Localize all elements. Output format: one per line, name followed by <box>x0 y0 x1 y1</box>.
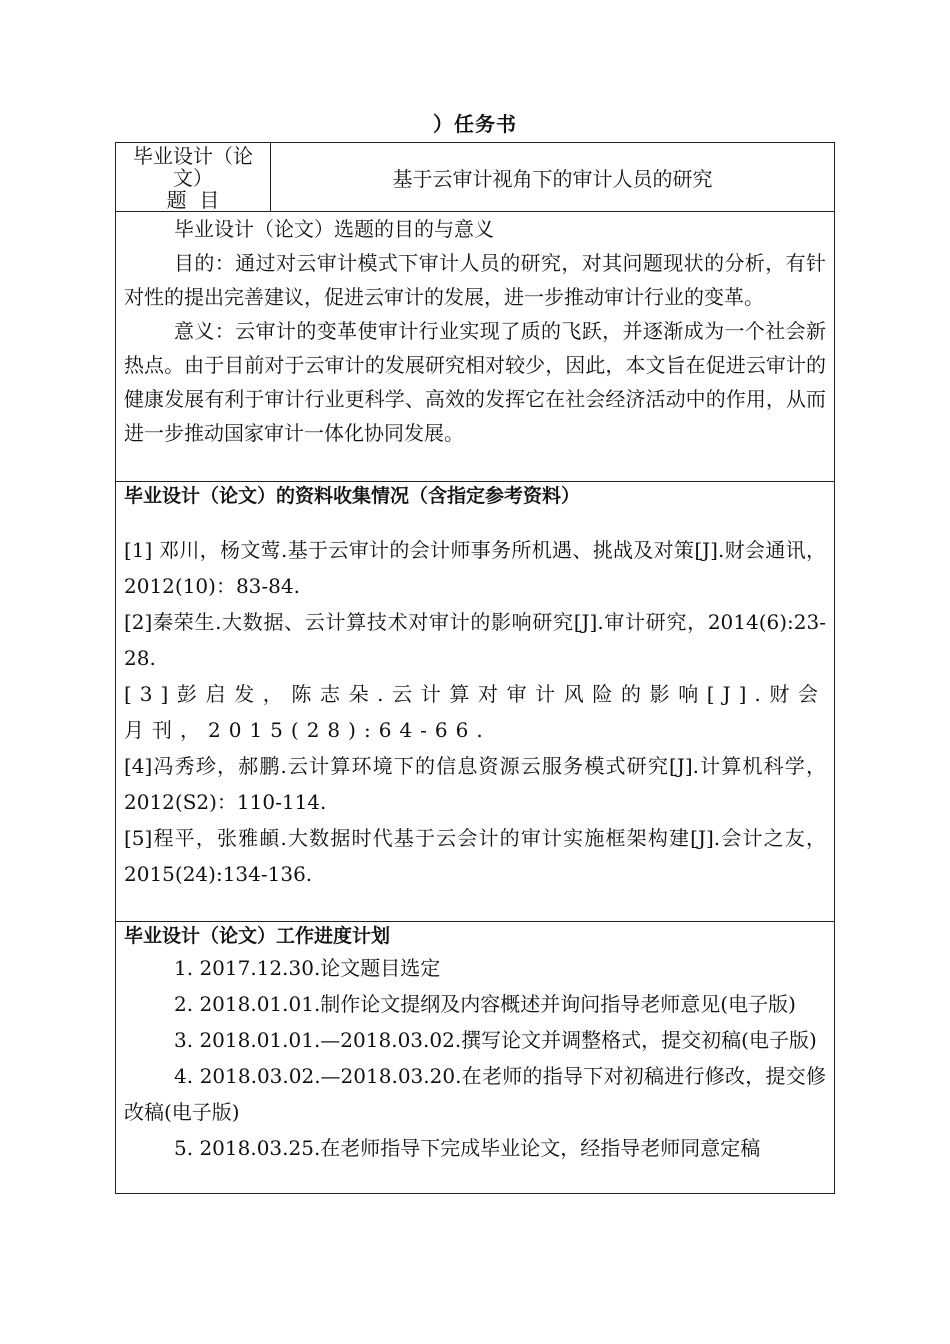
plan-item-2: 2. 2018.01.01.制作论文提纲及内容概述并询问指导老师意见(电子版) <box>174 992 796 1016</box>
topic-value: 基于云审计视角下的审计人员的研究 <box>271 143 835 212</box>
references-heading: 毕业设计（论文）的资料收集情况（含指定参考资料） <box>124 485 581 507</box>
references-row <box>116 482 835 922</box>
topic-label-line2: 文） <box>173 166 213 190</box>
reference-item-4: [4]冯秀珍，郝鹏.云计算环境下的信息资源云服务模式研究[J].计算机科学，2012(S2)：110-114. <box>124 754 826 814</box>
reference-item-1: [1] 邓川，杨文莺.基于云审计的会计师事务所机遇、挑战及对策[J].财会通讯，2012(10)：83-84. <box>124 538 826 598</box>
reference-item-5: [5]程平，张雅頔.大数据时代基于云会计的审计实施框架构建[J].会计之友，2015(24):134-136. <box>124 826 826 886</box>
topic-label-line3: 题 目 <box>166 188 220 212</box>
reference-item-3: [3]彭启发，陈志朵.云计算对审计风险的影响[J].财会月刊，2015(28):64-66. <box>124 682 826 742</box>
task-table <box>115 142 835 1194</box>
plan-item-1: 1. 2017.12.30.论文题目选定 <box>174 956 441 980</box>
plan-section <box>116 922 835 1194</box>
topic-row <box>116 143 835 212</box>
purpose-row <box>116 212 835 482</box>
plan-row <box>116 922 835 1194</box>
page-title: ）任务书 <box>433 112 517 136</box>
reference-item-2: [2]秦荣生.大数据、云计算技术对审计的影响研究[J].审计研究，2014(6):23-28. <box>124 610 826 670</box>
topic-label-line1: 毕业设计（论 <box>133 144 253 168</box>
references-section <box>116 482 835 922</box>
purpose-text: 目的：通过对云审计模式下审计人员的研究，对其问题现状的分析，有针对性的提出完善建议，促进云审计的发展，进一步推动审计行业的变革。 <box>124 251 826 309</box>
plan-item-5: 5. 2018.03.25.在老师指导下完成毕业论文，经指导老师同意定稿 <box>174 1136 761 1160</box>
plan-item-3: 3. 2018.01.01.—2018.03.02.撰写论文并调整格式，提交初稿(电子版) <box>174 1028 817 1052</box>
plan-heading: 毕业设计（论文）工作进度计划 <box>124 925 391 947</box>
topic-label <box>116 143 271 212</box>
plan-item-4: 4. 2018.03.02.—2018.03.20.在老师的指导下对初稿进行修改，提交修改稿(电子版) <box>124 1064 826 1124</box>
purpose-heading: 毕业设计（论文）选题的目的与意义 <box>174 217 494 241</box>
significance-text: 意义：云审计的变革使审计行业实现了质的飞跃，并逐渐成为一个社会新热点。由于目前对于云审计的发展研究相对较少，因此，本文旨在促进云审计的健康发展有利于审计行业更科学、高效的发挥它在社会经济活动中的作用，从而进一步推动国家审计一体化协同发展。 <box>124 319 826 445</box>
purpose-section <box>116 212 835 482</box>
